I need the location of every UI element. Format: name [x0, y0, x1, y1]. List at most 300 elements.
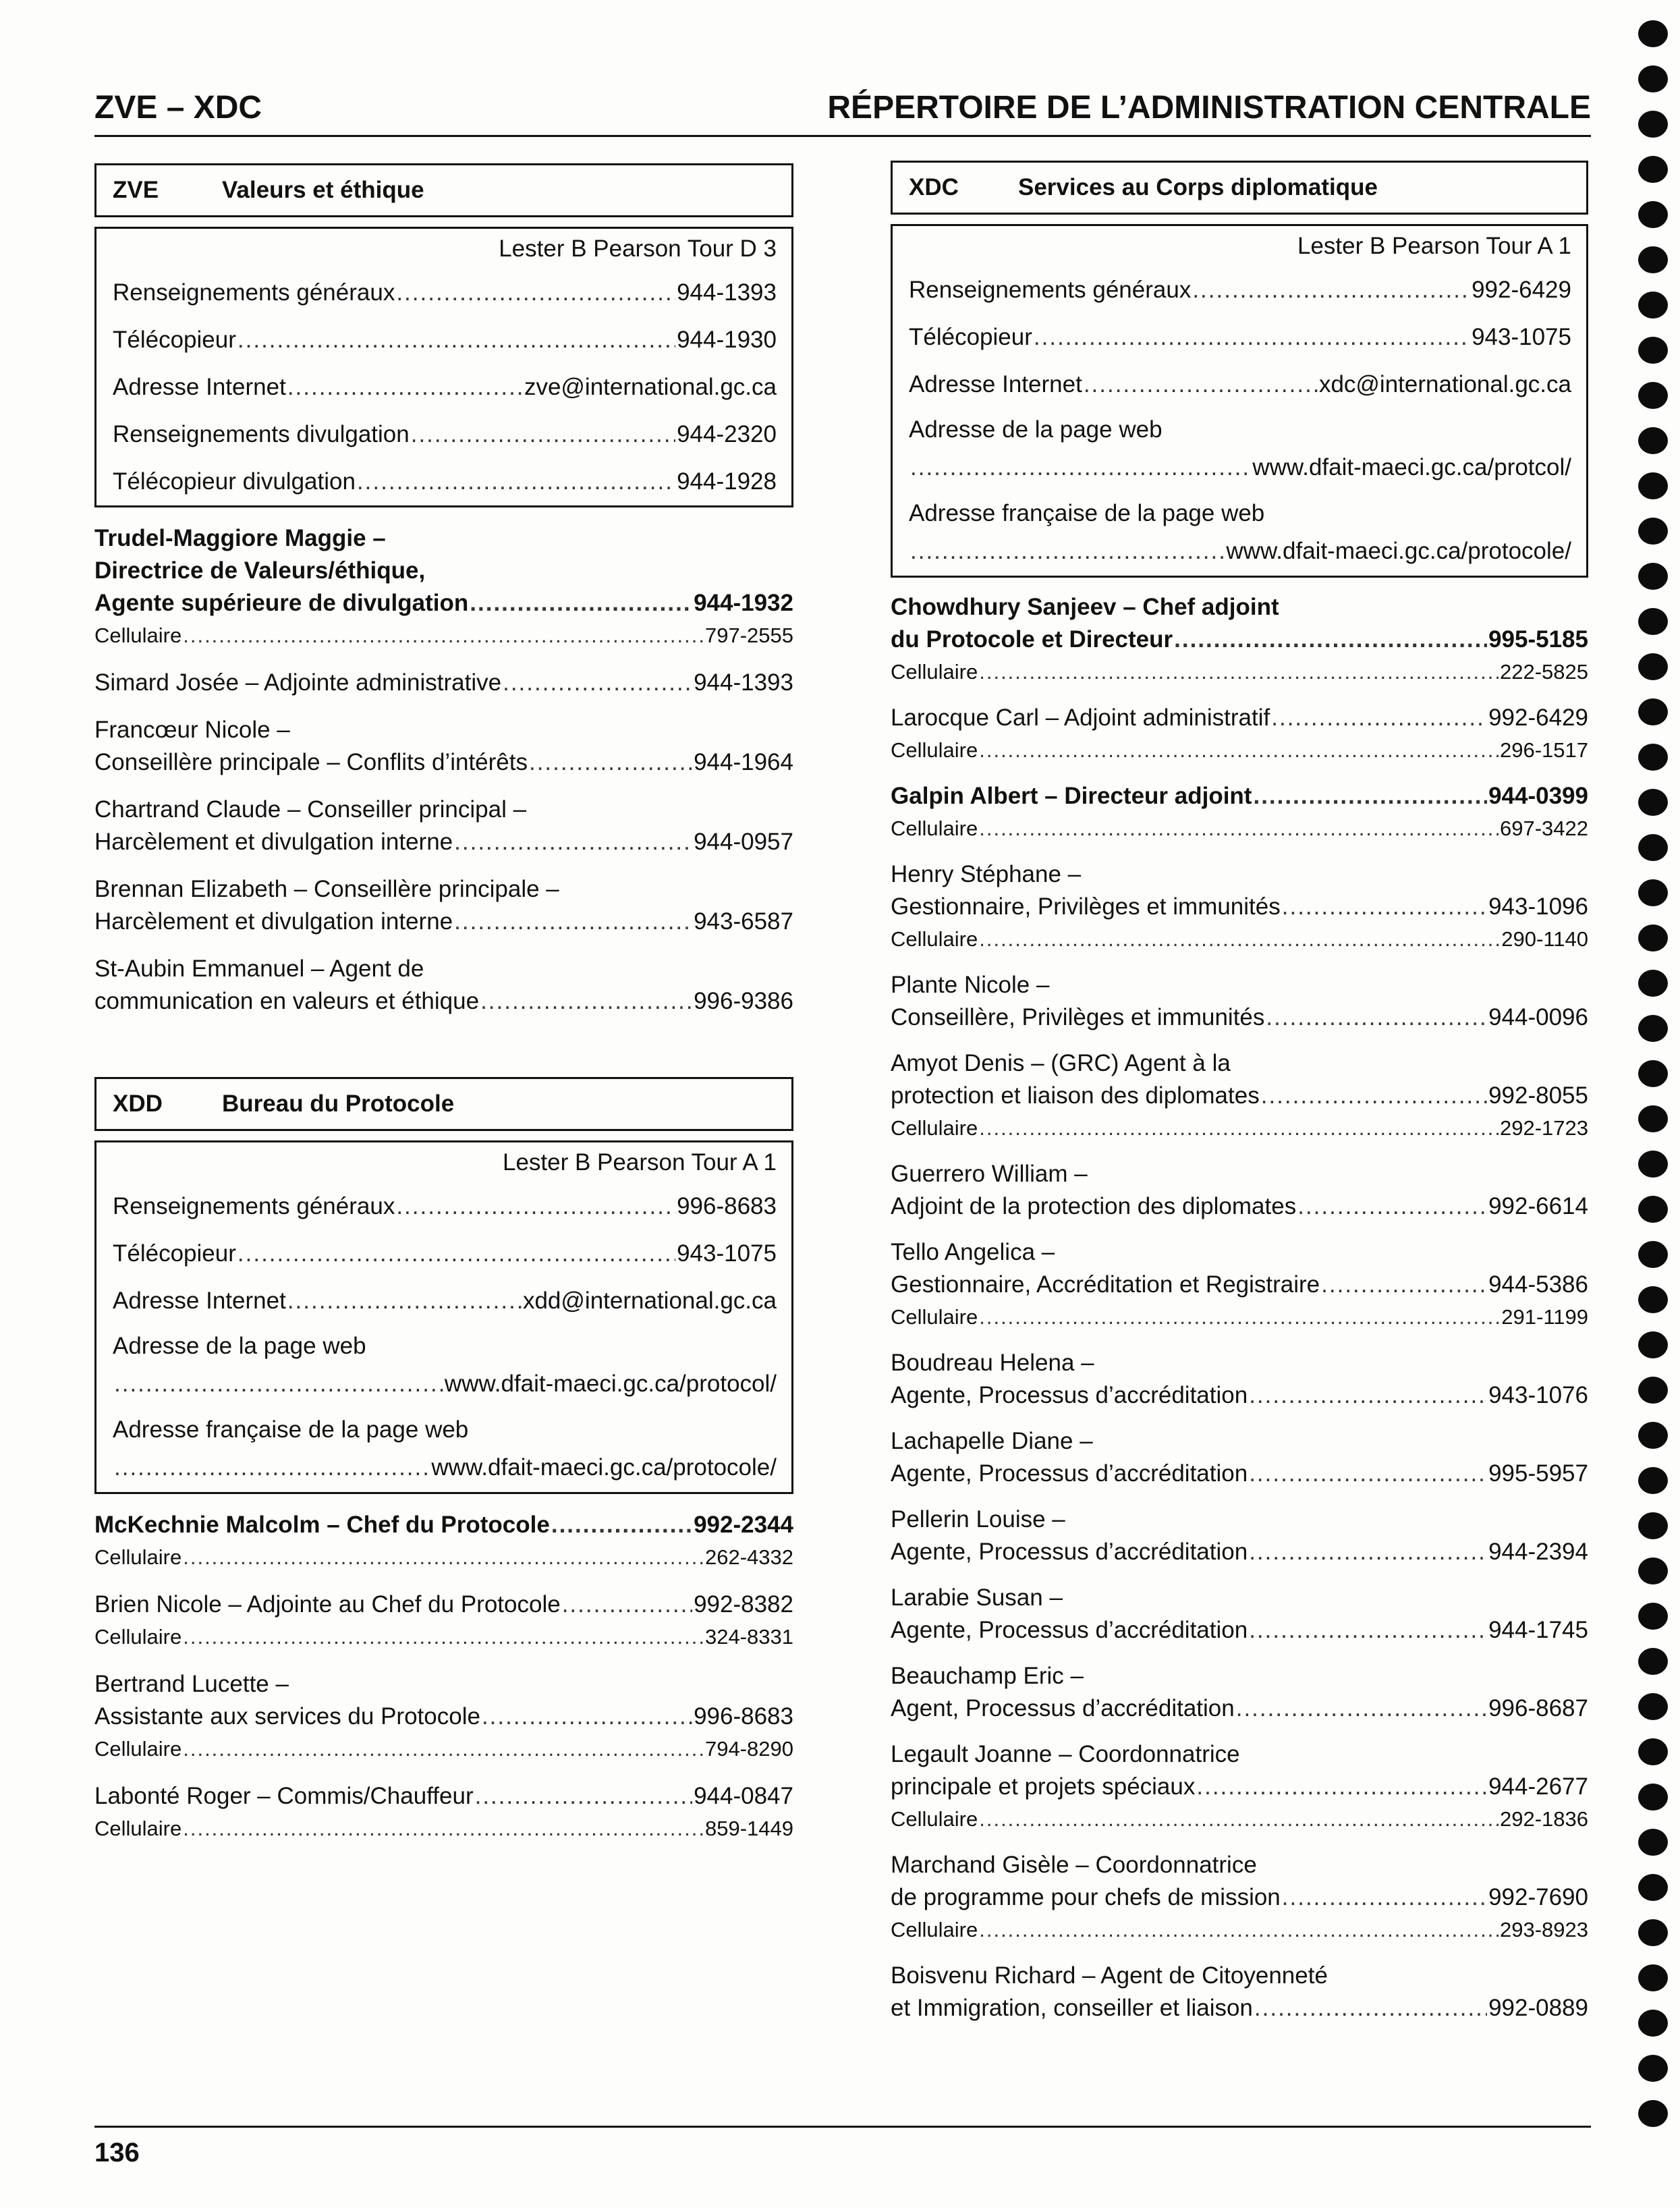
dot-leader: [287, 364, 523, 411]
dot-leader: [1034, 314, 1470, 361]
cellular-row: [94, 1733, 793, 1765]
cellular-row: [891, 1914, 1588, 1946]
person-name: St-Aubin Emmanuel – Agent de: [94, 956, 424, 982]
entry-row: [113, 316, 777, 364]
web-label: Adresse de la page web: [113, 1333, 366, 1359]
entry-row: [891, 624, 1588, 656]
dot-leader: [183, 1621, 704, 1653]
info-box: [94, 1140, 793, 1494]
cellular-number: 292-1836: [1499, 1807, 1588, 1831]
entry-row: [94, 587, 793, 619]
entry-value: 992-2344: [694, 1512, 793, 1538]
entry-row: [891, 1536, 1588, 1568]
person-entry: [891, 702, 1588, 767]
person-name: Marchand Gisèle – Coordonnatrice: [891, 1852, 1257, 1878]
dot-leader: [183, 619, 704, 652]
entry-row: [113, 1183, 777, 1230]
dot-leader: [1271, 702, 1487, 734]
entry-label: Labonté Roger – Commis/Chauffeur: [94, 1783, 474, 1809]
entry-label: Agente, Processus d’accréditation: [891, 1460, 1248, 1487]
entry-row: [113, 269, 777, 316]
cellular-row: [891, 734, 1588, 767]
person-entry: [94, 1780, 793, 1845]
dot-leader: [910, 532, 1225, 570]
entry-value: 944-1393: [694, 669, 793, 696]
dot-leader: [396, 1183, 675, 1230]
dot-leader: [979, 734, 1499, 767]
dot-leader: [114, 1365, 443, 1403]
binder-hole: [1638, 563, 1668, 590]
binder-hole: [1638, 201, 1668, 228]
header-title: RÉPERTOIRE DE L’ADMINISTRATION CENTRALE: [827, 90, 1591, 126]
dot-leader: [1266, 1001, 1487, 1034]
cellular-label: Cellulaire: [891, 817, 978, 840]
entry-value: 944-2320: [677, 421, 777, 447]
entry-label: Renseignements généraux: [909, 277, 1192, 303]
dot-leader: [1253, 780, 1487, 812]
cellular-label: Cellulaire: [891, 660, 978, 684]
entry-label: Conseillère principale – Conflits d’intérêts: [94, 749, 528, 775]
entry-label: Agente, Processus d’accréditation: [891, 1617, 1248, 1643]
person-entry: [891, 1158, 1588, 1223]
binder-holes: [1638, 20, 1672, 2145]
binder-hole: [1638, 427, 1668, 454]
entry-row: [94, 906, 793, 938]
person-name: Legault Joanne – Coordonnatrice: [891, 1741, 1240, 1767]
dot-leader: [979, 1301, 1500, 1333]
section-code: XDC: [909, 174, 959, 200]
dot-leader: [454, 826, 692, 858]
entry-label: Adresse Internet: [909, 371, 1082, 397]
person-name: Francœur Nicole –: [94, 717, 290, 743]
binder-hole: [1638, 20, 1668, 47]
cellular-number: 291-1199: [1501, 1305, 1588, 1329]
entry-label: Télécopieur: [113, 327, 236, 353]
entry-value: xdc@international.gc.ca: [1318, 371, 1571, 397]
cellular-label: Cellulaire: [891, 1918, 978, 1941]
cellular-row: [94, 1813, 793, 1845]
person-name: Chowdhury Sanjeev – Chef adjoint: [891, 594, 1279, 620]
web-address: www.dfait-maeci.gc.ca/protocole/: [431, 1454, 777, 1481]
binder-hole: [1638, 65, 1668, 92]
cellular-label: Cellulaire: [94, 1625, 182, 1649]
entry-row: [113, 364, 777, 411]
cellular-number: 290-1140: [1501, 927, 1588, 951]
entry-value: 996-8683: [677, 1193, 777, 1219]
entry-value: 944-1932: [694, 590, 793, 616]
dot-leader: [979, 1914, 1499, 1946]
binder-hole: [1638, 472, 1668, 499]
entry-row: [891, 1692, 1588, 1725]
person-entry: [891, 1425, 1588, 1490]
page-header: [94, 86, 1591, 137]
web-label: Adresse française de la page web: [113, 1416, 469, 1443]
entry-label: protection et liaison des diplomates: [891, 1082, 1260, 1109]
dot-leader: [1084, 361, 1318, 408]
dot-leader: [1254, 1992, 1487, 2024]
dot-leader: [1249, 1614, 1487, 1647]
web-row: [909, 532, 1571, 570]
entry-row: [891, 1614, 1588, 1647]
binder-hole: [1638, 1467, 1668, 1494]
dot-leader: [1321, 1269, 1487, 1301]
entry-row: [909, 361, 1571, 408]
person-entry: [891, 1738, 1588, 1836]
binder-hole: [1638, 1603, 1668, 1630]
entry-label: communication en valeurs et éthique: [94, 988, 480, 1014]
section-header: [94, 163, 793, 217]
web-entry: [113, 1325, 777, 1408]
section-zve: [94, 163, 793, 1018]
binder-hole: [1638, 1648, 1668, 1675]
cellular-label: Cellulaire: [891, 1807, 978, 1831]
person-entry: [891, 1582, 1588, 1647]
section-header: [891, 161, 1588, 215]
dot-leader: [454, 906, 692, 938]
binder-hole: [1638, 2100, 1668, 2127]
entry-label: de programme pour chefs de mission: [891, 1884, 1281, 1910]
entry-value: 943-1075: [1472, 324, 1571, 350]
entry-label: du Protocole et Directeur: [891, 626, 1173, 653]
person-name: Guerrero William –: [891, 1161, 1088, 1187]
binder-hole: [1638, 1377, 1668, 1404]
entry-label: Brien Nicole – Adjointe au Chef du Protocole: [94, 1591, 561, 1618]
dot-leader: [396, 269, 675, 316]
dot-leader: [1261, 1080, 1487, 1112]
entry-value: 943-6587: [694, 908, 793, 935]
dot-leader: [1249, 1536, 1487, 1568]
entry-value: 992-8055: [1488, 1082, 1588, 1109]
dot-leader: [503, 667, 692, 699]
binder-hole: [1638, 246, 1668, 273]
section-xdd: [94, 1077, 793, 1845]
binder-hole: [1638, 698, 1668, 725]
entry-row: [891, 1190, 1588, 1223]
binder-hole: [1638, 789, 1668, 816]
entry-row: [891, 1992, 1588, 2024]
entry-row: [909, 267, 1571, 314]
binder-hole: [1638, 1196, 1668, 1223]
entry-value: 944-1745: [1488, 1617, 1588, 1643]
binder-hole: [1638, 1422, 1668, 1449]
entry-row: [891, 1001, 1588, 1034]
dot-leader: [237, 1230, 675, 1277]
entry-value: 992-6429: [1472, 277, 1571, 303]
web-entry: [113, 1408, 777, 1492]
entry-value: 992-6429: [1488, 705, 1588, 731]
person-name: Amyot Denis – (GRC) Agent à la: [891, 1050, 1231, 1076]
entry-row: [891, 1080, 1588, 1112]
dot-leader: [1297, 1190, 1487, 1223]
dot-leader: [1249, 1458, 1487, 1490]
entry-value: 944-1393: [677, 279, 777, 306]
entry-row: [891, 1458, 1588, 1490]
entry-value: xdd@international.gc.ca: [522, 1288, 777, 1314]
entry-row: [94, 1589, 793, 1621]
entry-label: Harcèlement et divulgation interne: [94, 908, 453, 935]
dot-leader: [1196, 1771, 1487, 1803]
dot-leader: [183, 1541, 704, 1574]
binder-hole: [1638, 1060, 1668, 1087]
entry-row: [891, 702, 1588, 734]
entry-row: [94, 746, 793, 779]
entry-label: Télécopieur divulgation: [113, 468, 356, 495]
entry-label: McKechnie Malcolm – Chef du Protocole: [94, 1512, 550, 1538]
person-name: Boisvenu Richard – Agent de Citoyenneté: [891, 1962, 1328, 1989]
person-name: Brennan Elizabeth – Conseillère principale –: [94, 876, 559, 902]
entry-value: 944-2394: [1488, 1539, 1588, 1565]
person-entry: [94, 714, 793, 779]
entry-label: Télécopieur: [113, 1240, 236, 1267]
binder-hole: [1638, 382, 1668, 409]
person-name: Plante Nicole –: [891, 972, 1050, 998]
entry-value: 944-1928: [677, 468, 777, 495]
entry-label: Renseignements généraux: [113, 279, 395, 306]
web-row: [909, 449, 1571, 487]
entry-value: 944-0957: [694, 829, 793, 855]
web-address: www.dfait-maeci.gc.ca/protocol/: [444, 1371, 777, 1397]
entry-value: 992-0889: [1488, 1995, 1588, 2021]
entry-row: [113, 1230, 777, 1277]
binder-hole: [1638, 1557, 1668, 1584]
web-row: [113, 1365, 777, 1403]
section-header: [94, 1077, 793, 1131]
binder-hole: [1638, 1241, 1668, 1268]
person-entry: [891, 1660, 1588, 1725]
entry-row: [94, 826, 793, 858]
web-label: Adresse de la page web: [909, 416, 1163, 443]
cellular-number: 292-1723: [1499, 1116, 1588, 1140]
entry-row: [94, 667, 793, 699]
person-name: Beauchamp Eric –: [891, 1663, 1084, 1689]
entry-row: [113, 458, 777, 505]
section-title: Valeurs et éthique: [222, 177, 424, 203]
dot-leader: [357, 458, 675, 505]
entry-label: principale et projets spéciaux: [891, 1773, 1196, 1800]
dot-leader: [114, 1449, 430, 1487]
cellular-label: Cellulaire: [891, 738, 978, 762]
person-name: Boudreau Helena –: [891, 1350, 1094, 1376]
binder-hole: [1638, 1105, 1668, 1132]
binder-hole: [1638, 1829, 1668, 1856]
entry-label: Conseillère, Privilèges et immunités: [891, 1004, 1265, 1030]
entry-value: 996-9386: [694, 988, 793, 1014]
binder-hole: [1638, 744, 1668, 771]
footer-rule: [94, 2126, 1591, 2128]
cellular-number: 859-1449: [704, 1817, 793, 1840]
person-entry: [94, 667, 793, 699]
binder-hole: [1638, 156, 1668, 183]
person-entry: [94, 1509, 793, 1574]
cellular-row: [94, 1621, 793, 1653]
binder-hole: [1638, 1015, 1668, 1042]
entry-value: 944-0399: [1488, 783, 1588, 809]
entry-label: Gestionnaire, Privilèges et immunités: [891, 893, 1281, 920]
person-name: Trudel-Maggiore Maggie –: [94, 525, 386, 551]
binder-hole: [1638, 1738, 1668, 1765]
entry-label: Adresse Internet: [113, 1288, 286, 1314]
person-name: Lachapelle Diane –: [891, 1428, 1093, 1454]
entry-label: Adresse Internet: [113, 374, 286, 400]
dot-leader: [411, 411, 675, 458]
entry-label: Agent, Processus d’accréditation: [891, 1695, 1235, 1721]
info-box: [891, 224, 1588, 578]
section-title: Bureau du Protocole: [222, 1091, 455, 1117]
binder-hole: [1638, 834, 1668, 861]
entry-value: 943-1096: [1488, 893, 1588, 920]
binder-hole: [1638, 1151, 1668, 1178]
location: Lester B Pearson Tour A 1: [502, 1149, 777, 1176]
cellular-number: 697-3422: [1499, 817, 1588, 840]
entry-value: 943-1076: [1488, 1382, 1588, 1408]
entry-row: [113, 411, 777, 458]
info-box: [94, 227, 793, 507]
entry-value: 992-8382: [694, 1591, 793, 1618]
web-address: www.dfait-maeci.gc.ca/protcol/: [1252, 454, 1571, 480]
person-name: Bertrand Lucette –: [94, 1671, 289, 1697]
person-name: Pellerin Louise –: [891, 1506, 1065, 1533]
person-name: Henry Stéphane –: [891, 861, 1082, 887]
cellular-row: [891, 1301, 1588, 1333]
entry-row: [94, 1701, 793, 1733]
dot-leader: [475, 1780, 692, 1813]
entry-row: [891, 891, 1588, 923]
dot-leader: [470, 587, 692, 619]
entry-label: Larocque Carl – Adjoint administratif: [891, 705, 1270, 731]
binder-hole: [1638, 1784, 1668, 1811]
entry-row: [909, 314, 1571, 361]
location: Lester B Pearson Tour A 1: [1297, 233, 1571, 259]
section-title: Services au Corps diplomatique: [1018, 174, 1378, 200]
entry-label: Harcèlement et divulgation interne: [94, 829, 453, 855]
section-xdc: [891, 161, 1588, 2024]
header-range: ZVE – XDC: [94, 90, 262, 126]
person-entry: [94, 1668, 793, 1765]
entry-label: Adjoint de la protection des diplomates: [891, 1193, 1297, 1219]
entry-value: 944-1964: [694, 749, 793, 775]
entry-value: 992-6614: [1488, 1193, 1588, 1219]
person-entry: [891, 1347, 1588, 1412]
person-entry: [94, 522, 793, 652]
entry-value: zve@international.gc.ca: [524, 374, 777, 400]
entry-row: [891, 1379, 1588, 1412]
person-entry: [891, 969, 1588, 1034]
cellular-number: 296-1517: [1499, 738, 1588, 762]
entry-value: 992-7690: [1488, 1884, 1588, 1910]
entry-value: 996-8683: [694, 1703, 793, 1730]
cellular-number: 293-8923: [1499, 1918, 1588, 1941]
web-entry: [909, 492, 1571, 576]
location: Lester B Pearson Tour D 3: [499, 236, 777, 262]
dot-leader: [183, 1733, 704, 1765]
web-label: Adresse française de la page web: [909, 500, 1265, 526]
dot-leader: [910, 449, 1251, 487]
cellular-number: 794-8290: [704, 1737, 793, 1761]
cellular-label: Cellulaire: [94, 1545, 182, 1569]
dot-leader: [979, 812, 1499, 845]
person-name: Chartrand Claude – Conseiller principal –: [94, 796, 527, 823]
cellular-number: 262-4332: [704, 1545, 793, 1569]
binder-hole: [1638, 1964, 1668, 1991]
person-entry: [891, 1849, 1588, 1946]
binder-hole: [1638, 1286, 1668, 1313]
web-row: [113, 1449, 777, 1487]
web-address: www.dfait-maeci.gc.ca/protocole/: [1226, 538, 1571, 564]
entry-label: Galpin Albert – Directeur adjoint: [891, 783, 1252, 809]
binder-hole: [1638, 924, 1668, 951]
binder-hole: [1638, 518, 1668, 545]
entry-value: 995-5185: [1488, 626, 1588, 653]
entry-value: 944-0847: [694, 1783, 793, 1809]
binder-hole: [1638, 879, 1668, 906]
person-entry: [891, 1960, 1588, 2024]
person-entry: [94, 1589, 793, 1653]
dot-leader: [480, 985, 692, 1018]
person-name: Tello Angelica –: [891, 1239, 1055, 1265]
cellular-label: Cellulaire: [891, 1116, 978, 1140]
person-entry: [891, 1236, 1588, 1333]
dot-leader: [979, 923, 1500, 956]
section-code: ZVE: [113, 177, 159, 203]
entry-label: Assistante aux services du Protocole: [94, 1703, 480, 1730]
entry-row: [891, 1881, 1588, 1914]
binder-hole: [1638, 2010, 1668, 2037]
cellular-label: Cellulaire: [94, 1737, 182, 1761]
binder-hole: [1638, 1919, 1668, 1946]
entry-row: [94, 1780, 793, 1813]
person-entry: [891, 1047, 1588, 1144]
entry-row: [113, 1277, 777, 1325]
binder-hole: [1638, 292, 1668, 319]
binder-hole: [1638, 1512, 1668, 1539]
dot-leader: [287, 1277, 522, 1325]
entry-label: Agente, Processus d’accréditation: [891, 1382, 1248, 1408]
page-number: 136: [94, 2138, 140, 2168]
entry-row: [94, 1509, 793, 1541]
cellular-row: [891, 923, 1588, 956]
cellular-row: [94, 1541, 793, 1574]
dot-leader: [1282, 891, 1487, 923]
person-name: Directrice de Valeurs/éthique,: [94, 557, 426, 584]
cellular-label: Cellulaire: [94, 624, 182, 647]
entry-label: Simard Josée – Adjointe administrative: [94, 669, 502, 696]
person-entry: [891, 1503, 1588, 1568]
dot-leader: [551, 1509, 692, 1541]
entry-value: 943-1075: [677, 1240, 777, 1267]
entry-label: Agente, Processus d’accréditation: [891, 1539, 1248, 1565]
dot-leader: [562, 1589, 692, 1621]
person-entry: [94, 794, 793, 858]
entry-value: 944-1930: [677, 327, 777, 353]
dot-leader: [482, 1701, 692, 1733]
entry-label: Renseignements divulgation: [113, 421, 410, 447]
dot-leader: [1236, 1692, 1487, 1725]
entry-value: 995-5957: [1488, 1460, 1588, 1487]
entry-label: Télécopieur: [909, 324, 1032, 350]
person-name: Larabie Susan –: [891, 1584, 1063, 1611]
binder-hole: [1638, 337, 1668, 364]
cellular-number: 222-5825: [1499, 660, 1588, 684]
binder-hole: [1638, 1693, 1668, 1720]
dot-leader: [1282, 1881, 1487, 1914]
entry-label: Gestionnaire, Accréditation et Registraire: [891, 1271, 1320, 1298]
cellular-row: [891, 656, 1588, 688]
dot-leader: [529, 746, 692, 779]
entry-row: [94, 985, 793, 1018]
binder-hole: [1638, 653, 1668, 680]
binder-hole: [1638, 608, 1668, 635]
binder-hole: [1638, 970, 1668, 997]
